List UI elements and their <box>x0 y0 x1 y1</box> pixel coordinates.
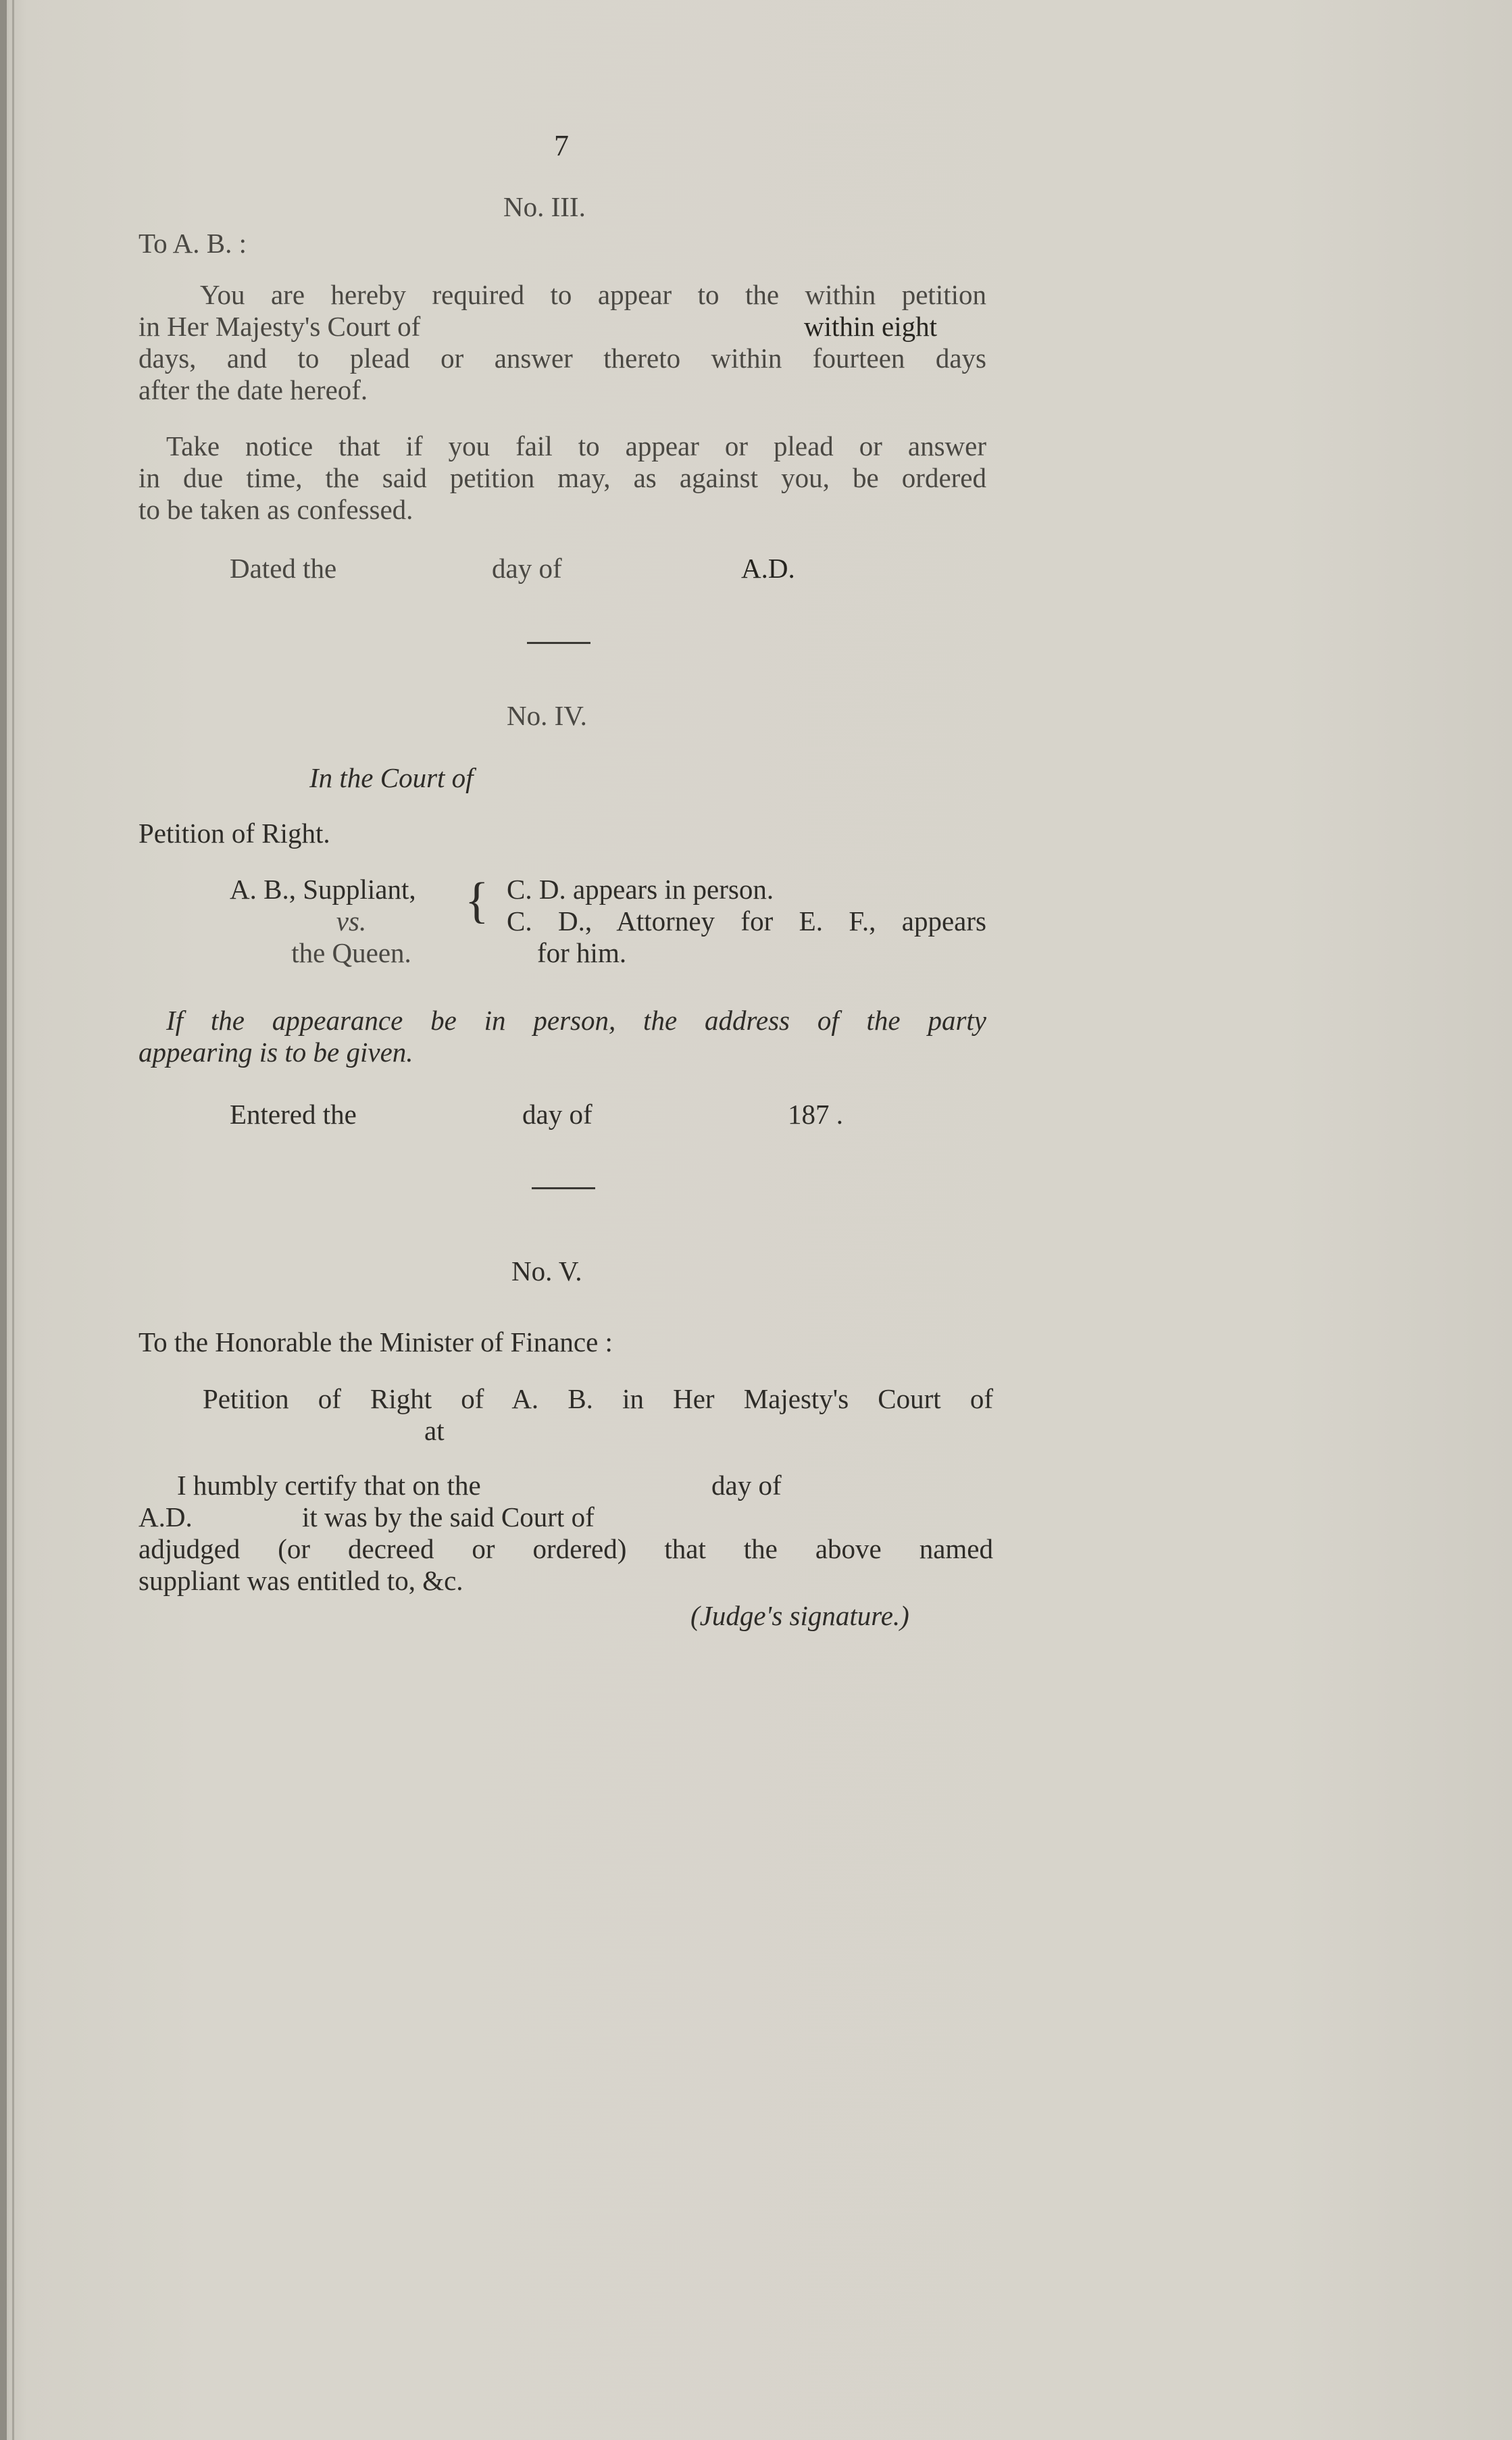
form4-appearance-line1: C. D. appears in person. <box>507 874 774 905</box>
form4-entered-dayof: day of <box>522 1099 593 1130</box>
form4-entered-label: Entered the <box>230 1099 357 1130</box>
brace-icon: { <box>465 873 489 928</box>
form4-court: In the Court of <box>309 762 474 793</box>
form3-para2-line1: Take notice that if you fail to appear or plead or answer <box>166 430 986 462</box>
form5-certify-line2a: A.D. <box>138 1501 193 1533</box>
binding-edge <box>0 0 7 2440</box>
form3-para1-line3: days, and to plead or answer thereto within fourteen days <box>138 343 986 374</box>
form5-certify-line1a: I humbly certify that on the <box>177 1470 481 1501</box>
form4-appearance-line3: for him. <box>537 937 627 968</box>
form5-addressee: To the Honorable the Minister of Finance : <box>138 1326 613 1358</box>
form5-judge-signature: (Judge's signature.) <box>690 1600 909 1631</box>
section-divider <box>532 1187 595 1189</box>
form3-para1-line2b: within eight <box>804 311 938 342</box>
form3-dated-dayof: day of <box>492 553 562 584</box>
form5-heading: No. V. <box>511 1255 582 1287</box>
form4-entered-year: 187 . <box>788 1099 843 1130</box>
form4-petition-title: Petition of Right. <box>138 818 330 849</box>
form4-appearance-line2: C. D., Attorney for E. F., appears <box>507 905 986 937</box>
form5-certify-line1b: day of <box>711 1470 782 1501</box>
form3-para1-line1: You are hereby required to appear to the within petition <box>200 279 986 310</box>
binding-shadow <box>12 0 14 2440</box>
form3-heading: No. III. <box>503 191 586 222</box>
form5-petition-line1: Petition of Right of A. B. in Her Majesty's Court of <box>203 1383 993 1414</box>
form3-dated-label: Dated the <box>230 553 337 584</box>
form5-certify-line2b: it was by the said Court of <box>302 1501 595 1533</box>
form5-certify-line4: suppliant was entitled to, &c. <box>138 1565 463 1596</box>
form4-note-line2: appearing is to be given. <box>138 1037 413 1068</box>
form4-party-vs: vs. <box>336 905 367 937</box>
form3-para1-line4: after the date hereof. <box>138 374 368 405</box>
form4-party-queen: the Queen. <box>291 937 411 968</box>
form3-para1-line2a: in Her Majesty's Court of <box>138 311 421 342</box>
form5-petition-line2: at <box>424 1415 445 1446</box>
form3-dated-ad: A.D. <box>741 553 795 584</box>
section-divider <box>527 642 590 644</box>
form5-certify-line3: adjudged (or decreed or ordered) that the above named <box>138 1533 993 1564</box>
form3-para2-line2: in due time, the said petition may, as against you, be ordered <box>138 462 986 493</box>
form4-note-line1: If the appearance be in person, the address of the party <box>166 1005 986 1036</box>
page-number: 7 <box>554 129 569 162</box>
form3-para2-line3: to be taken as confessed. <box>138 494 413 525</box>
form4-heading: No. IV. <box>507 700 587 731</box>
form4-party-suppliant: A. B., Suppliant, <box>230 874 416 905</box>
form3-addressee: To A. B. : <box>138 228 247 259</box>
